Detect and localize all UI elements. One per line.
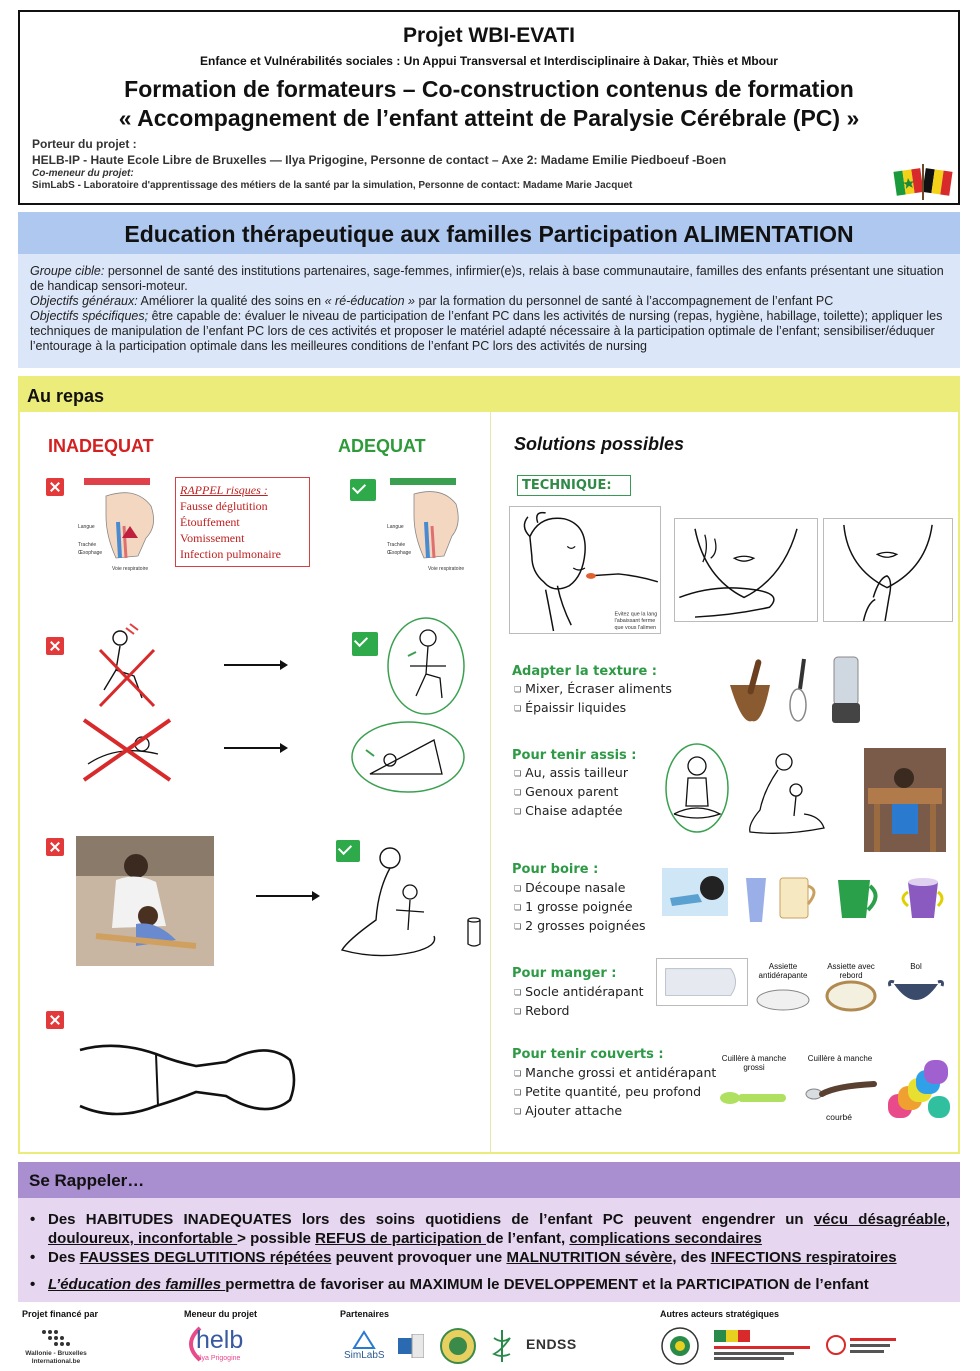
svg-text:Voie respiratoire: Voie respiratoire — [112, 566, 149, 572]
non-slip-mat-icon — [656, 958, 748, 1006]
rappeler-emphasis: vécu désagréable, douloureux, inconfortable — [48, 1211, 951, 1247]
arrow-icon — [224, 664, 286, 666]
project-title: Projet WBI-EVATI — [403, 24, 575, 47]
rappel-risques-box — [175, 477, 310, 567]
svg-text:Œsophage: Œsophage — [78, 550, 103, 556]
plate-with-rim-icon — [820, 974, 882, 1014]
rappeler-item: • Des FAUSSES DEGLUTITIONS répétées peuvent provoquer une MALNUTRITION sévère, des INFECTIONS respiratoires — [30, 1249, 897, 1266]
cross-icon — [46, 637, 64, 655]
svg-text:Langue: Langue — [387, 524, 404, 530]
column-divider — [490, 412, 491, 1154]
rappeler-text: Des HABITUDES INADEQUATES lors des soins quotidiens de l’enfant PC peuvent engendrer un — [48, 1211, 814, 1228]
obj-gen-text2: par la formation du personnel de santé à l’accompagnement de l’enfant PC — [414, 294, 834, 308]
bol-label: Bol — [910, 962, 922, 971]
simlabs-logo-text: SimLabS — [344, 1350, 385, 1361]
check-icon — [352, 632, 378, 656]
rappel-item: Fausse déglutition — [180, 499, 268, 513]
assiette-antiderapante-label: Assiette antidérapante — [758, 962, 808, 980]
bowl-icon — [888, 972, 944, 1012]
cross-icon — [46, 478, 64, 496]
ministry-famille-logo-icon — [712, 1328, 812, 1362]
obj-gen-text1: Améliorer la qualité des soins en — [137, 294, 325, 308]
adapted-chair-photo — [864, 748, 946, 852]
rappeler-item: • L’éducation des familles permettra de favoriser au MAXIMUM le DEVELOPPEMENT et la PARTICIPATION de l’enfant — [30, 1276, 869, 1293]
texture-item: ❏ Épaissir liquides — [514, 699, 672, 718]
boire-item: ❏ 1 grosse poignée — [514, 898, 646, 917]
partenaires-label: Partenaires — [340, 1309, 390, 1319]
rappel-item: Étouffement — [180, 515, 240, 529]
curved-spoon-icon — [800, 1072, 880, 1112]
rappeler-text: > possible — [237, 1230, 316, 1247]
finance-label: Projet financé par — [22, 1309, 99, 1319]
rappeler-text: Des — [48, 1249, 80, 1266]
rappeler-emphasis: FAUSSES DEGLUTITIONS répétées — [79, 1249, 332, 1266]
assis-item: ❏ Au, assis tailleur — [514, 764, 628, 783]
reclined-feeding-illustration — [90, 620, 170, 710]
parent-lap-illustration — [744, 750, 828, 838]
project-header — [18, 10, 960, 205]
rappeler-title-bar — [18, 1162, 960, 1198]
project-subtitle: Enfance et Vulnérabilités sociales : Un Appui Transversal et Interdisciplinaire à Dakar, Thiès et Mbour — [200, 54, 778, 68]
wbi-name: Wallonie - Bruxelles International.be — [25, 1350, 87, 1365]
technique-label: TECHNIQUE: — [517, 475, 631, 496]
rappel-item: Infection pulmonaire — [180, 547, 281, 561]
inadequat-heading: INADEQUAT — [48, 436, 154, 456]
couverts-label: Pour tenir couverts : — [512, 1047, 664, 1062]
objectifs-specifiques — [30, 309, 948, 354]
comeneur-text: SimLabS - Laboratoire d'apprentissage des métiers de la santé par la simulation, Personne de contact: Madame Marie Jacquet — [32, 180, 633, 191]
feeding-technique-illustration — [509, 506, 661, 634]
upright-seated-illustration — [386, 616, 466, 716]
head-tilted-back-illustration — [76, 476, 168, 572]
svg-text:l'abaissant ferme: l'abaissant ferme — [614, 618, 656, 625]
formation-title: Formation de formateurs – Co-construction contenus de formation — [124, 76, 854, 102]
svg-text:Œsophage: Œsophage — [387, 550, 412, 556]
repas-title-bar — [18, 376, 960, 412]
manger-item: ❏ Socle antidérapant — [514, 983, 644, 1002]
boire-label: Pour boire : — [512, 862, 599, 877]
svg-text:Trachée: Trachée — [387, 542, 406, 548]
endss-logo-text: ENDSS — [526, 1336, 577, 1352]
rappeler-emphasis: REFUS de participation — [315, 1230, 486, 1247]
rappeler-text: peuvent provoquer une — [331, 1249, 507, 1266]
manger-label: Pour manger : — [512, 966, 617, 981]
rappeler-emphasis: complications secondaires — [569, 1230, 762, 1247]
obj-spec-text: être capable de: évaluer le niveau de participation de l’enfant PC dans les activités de nursing (repas, hygiène, habillage, toilette); appliquer les techniques de manipulation de l’enfant PC lors de ces activités et proposer le matériel adapté nécessaire à la participation optimale de l’enfant; sensibiliser/éduquer l’entourage à la participation optimale dans les meilleures conditions de l’enfant PC lors des activités de nursing — [30, 309, 943, 353]
helb-logo-text: helb — [196, 1326, 244, 1354]
svg-text:Trachée: Trachée — [78, 542, 97, 548]
ministry-seal-icon — [660, 1326, 700, 1366]
rappeler-item: • Des HABITUDES INADEQUATES lors des soins quotidiens de l’enfant PC peuvent engendrer un vécu désagréable, douloureux, inconfortable > possible REFUS de participation de l’enfant, complications secondaires — [30, 1211, 951, 1247]
thick-handle-spoon-icon — [716, 1076, 792, 1116]
rappeler-text: , des — [672, 1249, 711, 1266]
objectifs-generaux — [30, 294, 948, 309]
helb-subtext: Ilya Prigogine — [198, 1355, 241, 1362]
autres-label: Autres acteurs stratégiques — [660, 1309, 780, 1319]
couverts-item: ❏ Ajouter attache — [514, 1102, 716, 1121]
rappeler-text: permettra de favoriser au MAXIMUM le DEVELOPPEMENT et la PARTICIPATION de l’enfant — [225, 1276, 869, 1293]
boire-item: ❏ Découpe nasale — [514, 879, 646, 898]
manger-list — [514, 983, 644, 1021]
medical-caduceus-icon — [484, 1328, 520, 1364]
obj-gen-italic: « ré-éducation » — [324, 294, 415, 308]
education-title: Education thérapeutique aux familles Participation ALIMENTATION — [124, 221, 854, 247]
boire-item: ❏ 2 grosses poignées — [514, 917, 646, 936]
adapted-cups-icon — [662, 868, 946, 926]
solutions-heading: Solutions possibles — [514, 434, 685, 454]
porteur-text: HELB-IP - Haute Ecole Libre de Bruxelles — Ilya Prigogine, Personne de contact – Axe 2: Madame Emilie Piedboeuf -Boen — [32, 153, 727, 167]
groupe-cible — [30, 264, 948, 294]
rappel-item: Vomissement — [180, 531, 245, 545]
partner-seal-icon — [440, 1328, 476, 1364]
cross-icon — [46, 1011, 64, 1029]
couverts-item: ❏ Manche grossi et antidérapant — [514, 1064, 716, 1083]
wbi-logo-icon — [40, 1326, 70, 1350]
flags-icon — [893, 162, 953, 200]
boire-list — [514, 879, 646, 936]
texture-list — [514, 680, 672, 718]
lap-seated-feeding-illustration — [338, 840, 488, 966]
lying-feeding-illustration — [78, 714, 176, 784]
cross-icon — [46, 838, 64, 856]
chin-support-illustration — [823, 518, 953, 622]
rappeler-title: Se Rappeler… — [29, 1171, 145, 1190]
porteur-label: Porteur du projet : — [32, 137, 137, 151]
assis-item: ❏ Genoux parent — [514, 783, 628, 802]
svg-text:que vous l'alimen: que vous l'alimen — [614, 625, 657, 632]
rappeler-text: de l’enfant, — [485, 1230, 570, 1247]
kitchen-tools-icon — [722, 655, 868, 727]
head-lowered-illustration — [386, 476, 470, 572]
comeneur-label: Co-meneur du projet: — [32, 168, 134, 179]
rappeler-section — [18, 1198, 960, 1302]
adequat-heading: ADEQUAT — [338, 436, 426, 456]
assiette-rebord-label: Assiette avec rebord — [827, 962, 875, 980]
groupe-text: personnel de santé des institutions partenaires, sage-femmes, infirmier(e)s, relais à base communautaire, familles des enfants présentant une situation de handicap sensori-moteur. — [30, 264, 944, 293]
ministry-sante-logo-icon — [826, 1330, 898, 1360]
arrow-icon — [224, 747, 286, 749]
courbe-label: courbé — [826, 1112, 852, 1122]
assis-item: ❏ Chaise adaptée — [514, 802, 628, 821]
jaw-support-illustration — [674, 518, 818, 622]
meneur-label: Meneur du projet — [184, 1309, 258, 1319]
couverts-list — [514, 1064, 716, 1121]
floor-feeding-photo — [76, 836, 214, 966]
education-title-bar — [18, 212, 960, 254]
obj-spec-label: Objectifs spécifiques; — [30, 309, 149, 323]
texture-label: Adapter la texture : — [512, 664, 658, 679]
education-description — [18, 254, 960, 368]
rappeler-emphasis: L’éducation des familles — [48, 1276, 226, 1293]
arrow-icon — [256, 895, 318, 897]
rappeler-emphasis: MALNUTRITION sévère — [506, 1249, 673, 1266]
texture-item: ❏ Mixer, Écraser aliments — [514, 680, 672, 699]
rappeler-emphasis: INFECTIONS respiratoires — [710, 1249, 897, 1266]
formation-topic: « Accompagnement de l’enfant atteint de Paralysie Cérébrale (PC) » — [118, 105, 860, 131]
repas-title: Au repas — [27, 386, 105, 406]
cuillere-grossi-label: Cuillère à manche grossi — [721, 1054, 787, 1072]
svg-text:Langue: Langue — [78, 524, 95, 530]
couverts-item: ❏ Petite quantité, peu profond — [514, 1083, 716, 1102]
cuillere-manche-label: Cuillère à manche — [807, 1054, 873, 1063]
manger-item: ❏ Rebord — [514, 1002, 644, 1021]
wrist-grip-illustration — [76, 1010, 298, 1142]
foam-grips-icon — [884, 1052, 954, 1124]
assis-label: Pour tenir assis : — [512, 748, 637, 763]
rappel-title: RAPPEL risques : — [180, 483, 268, 497]
svg-text:Evitez que la lang: Evitez que la lang — [614, 611, 658, 618]
groupe-label: Groupe cible: — [30, 264, 105, 278]
non-slip-plate-icon — [752, 982, 814, 1014]
cross-legged-child-illustration — [664, 742, 730, 834]
simlabs-logo-icon — [352, 1330, 376, 1350]
check-icon — [350, 479, 376, 501]
inclined-support-illustration — [350, 720, 466, 794]
partner-logo-icon — [398, 1334, 424, 1358]
obj-gen-label: Objectifs généraux: — [30, 294, 138, 308]
assis-list — [514, 764, 628, 821]
svg-text:Voie respiratoire: Voie respiratoire — [428, 566, 465, 572]
